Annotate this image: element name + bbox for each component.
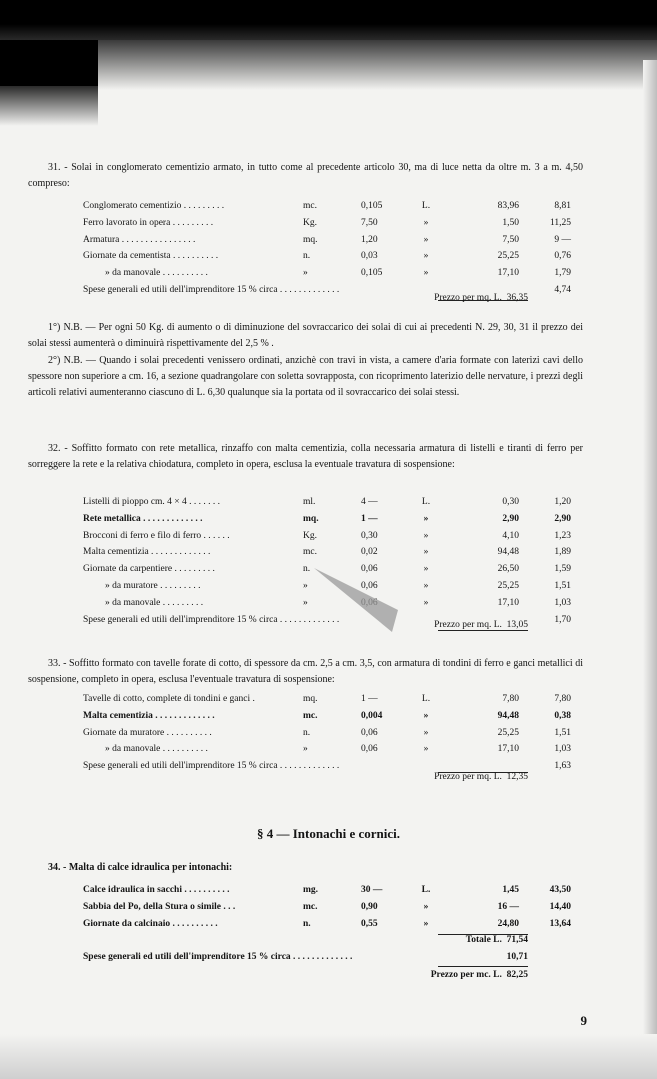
table-row: Listelli di pioppo cm. 4 × 4 . . . . . . . ml. 4 — L. 0,30 1,20	[83, 497, 571, 507]
table-row: Spese generali ed utili dell'imprenditore 15 % circa . . . . . . . . . . . . . 4,74	[83, 284, 571, 295]
table-row: » da manovale . . . . . . . . . . » 0,105 » 17,10 1,79	[105, 268, 571, 279]
table-row: Giornate da carpentiere . . . . . . . . . n. 0,06 » 26,50 1,59	[83, 564, 571, 575]
table-row: Brocconi di ferro e filo di ferro . . . . . . Kg. 0,30 » 4,10 1,23	[83, 530, 571, 541]
sum-rule	[438, 630, 528, 631]
table-row: » da muratore . . . . . . . . . » 0,06 » 25,25 1,51	[105, 580, 571, 591]
table-row: Tavelle di cotto, complete di tondini e ganci . mq. 1 — L. 7,80 7,80	[83, 694, 571, 704]
article-33-table	[83, 691, 583, 775]
table-row: Spese generali ed utili dell'imprenditore 15 % circa . . . . . . . . . . . . . 1,63	[83, 761, 571, 772]
article-33-text: 33. - Soffitto formato con tavelle forate di cotto, di spessore da cm. 2,5 a cm. 3,5, con armatura di tondini di ferro e ganci metallici di sospensione, completo in opera, esclusa l'eventuale travatura di sospensione:	[28, 658, 583, 685]
note-2: 2°) N.B. — Quando i solai precedenti venissero ordinati, anzichè con travi in vista, a camere d'aria formate con laterizi cavi dello spessore non superiore a cm. 16, a sezione quadrangolare con soletta sovrapposta, con ricoprimento laterizio delle nervature, i prezzi degli articoli relativi aumenteranno ciascuno di L. 6,30 qualunque sia la portata od il sovraccarico dei solai stessi.	[28, 355, 583, 398]
note-1: 1°) N.B. — Per ogni 50 Kg. di aumento o di diminuzione del sovraccarico dei solai di cui ai precedenti N. 29, 30, 31 il prezzo dei solai stessi aumenterà o diminuirà rispettivamente del 2,5 % .	[28, 322, 583, 349]
table-row: Spese generali ed utili dell'imprenditore 15 % circa . . . . . . . . . . . . . 1,70	[83, 614, 571, 625]
article-32-text: 32. - Soffitto formato con rete metallica, rinzaffo con malta cementizia, colla necessaria armatura di listelli e tiranti di ferro per sorreggere la rete e la relativa chiodatura, completo in opera, esclusa la eventuale travatura di sospensione:	[28, 443, 583, 470]
scan-shadow-left	[0, 86, 98, 126]
table-row: Giornate da muratore . . . . . . . . . . n. 0,06 » 25,25 1,51	[83, 727, 571, 738]
section-title: § 4 — Intonachi e cornici.	[257, 826, 400, 841]
table-row: Rete metallica . . . . . . . . . . . . . mq. 1 — » 2,90 2,90	[83, 513, 571, 524]
article-34-total: Prezzo per mc. L. 82,25	[430, 970, 528, 980]
sum-rule	[438, 966, 528, 967]
scan-shadow-top	[98, 40, 657, 90]
table-row: » da manovale . . . . . . . . . » » 17,10 1,03	[105, 597, 571, 608]
table-row: Malta cementizia . . . . . . . . . . . . . mc. 0,004 » 94,48 0,38	[83, 710, 571, 721]
article-34-overhead: Spese generali ed utili dell'imprenditore 15 % circa . . . . . . . . . . . . . 10,71	[83, 952, 528, 962]
table-row: Sabbia del Po, della Stura o simile . . . mc. 0,90 » 16 — 14,40	[83, 901, 571, 912]
table-row: Malta cementizia . . . . . . . . . . . . . mc. 0,02 » 94,48 1,89	[83, 547, 571, 558]
scan-border-top	[0, 0, 657, 40]
article-34-text: 34. - Malta di calce idraulica per intonachi:	[48, 862, 233, 873]
scan-glare-artifact	[312, 566, 402, 636]
page-number: 9	[580, 1013, 587, 1028]
table-row: Giornate da calcinaio . . . . . . . . . . n. 0,55 » 24,80 13,64	[83, 918, 571, 929]
table-row: Conglomerato cementizio . . . . . . . . . mc. 0,105 L. 83,96 8,81	[83, 201, 571, 211]
article-31-total: Prezzo per mq. L. 36,35	[434, 293, 528, 303]
table-row: Armatura . . . . . . . . . . . . . . . . mq. 1,20 » 7,50 9 —	[83, 234, 571, 245]
article-34-table	[83, 882, 583, 932]
table-row: Giornate da cementista . . . . . . . . . . n. 0,03 » 25,25 0,76	[83, 251, 571, 262]
table-row: Calce idraulica in sacchi . . . . . . . . . . mg. 30 — L. 1,45 43,50	[83, 885, 571, 895]
article-31-table	[83, 198, 583, 299]
article-31-text: 31. - Solai in conglomerato cementizio armato, in tutto come al precedente articolo 30, ma di luce netta da oltre m. 3 a m. 4,50 compreso:	[28, 162, 583, 189]
table-row: Ferro lavorato in opera . . . . . . . . . Kg. 7,50 » 1,50 11,25	[83, 217, 571, 228]
article-32-total: Prezzo per mq. L. 13,05	[434, 620, 528, 630]
article-33-total: Prezzo per mq. L. 12,35	[434, 772, 528, 782]
table-row: » da manovale . . . . . . . . . . » 0,06 » 17,10 1,03	[105, 744, 571, 755]
scan-shadow-right	[643, 60, 657, 1079]
article-34-subtotal: Totale L. 71,54	[465, 935, 528, 945]
scan-shadow-bottom	[0, 1034, 657, 1079]
